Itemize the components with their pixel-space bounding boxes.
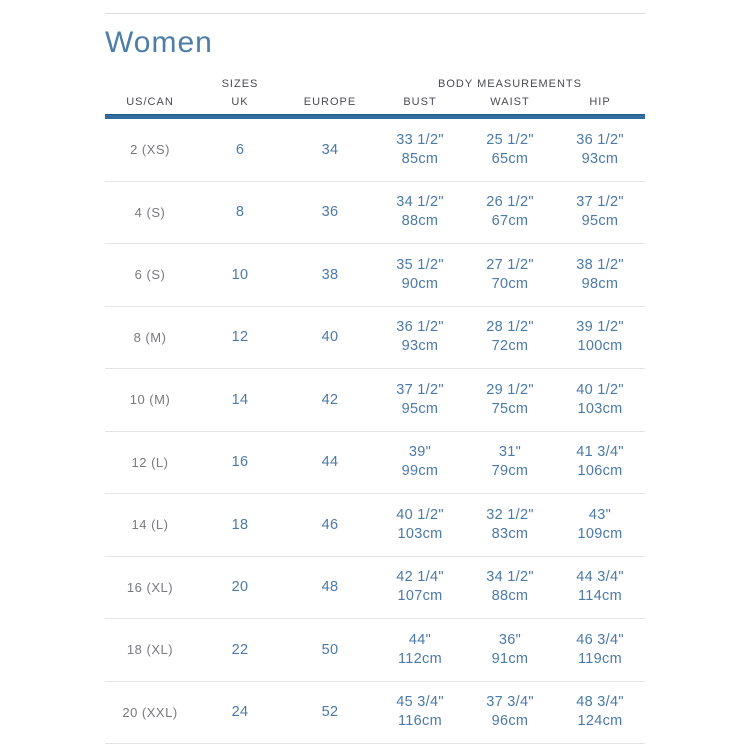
hip-cm: 119cm — [578, 650, 622, 667]
hip-inches: 37 1/2" — [576, 194, 624, 211]
cell-hip — [555, 568, 645, 606]
cell-bust — [375, 318, 465, 356]
table-row — [105, 244, 645, 307]
cell-us-can: 6 (S) — [134, 267, 166, 283]
cell-uk: 22 — [231, 641, 249, 658]
group-header-sizes: SIZES — [221, 78, 259, 90]
cell-bust — [375, 256, 465, 294]
cell-waist — [465, 131, 555, 169]
top-divider — [105, 13, 646, 14]
cell-hip — [555, 381, 645, 419]
table-row — [105, 557, 645, 620]
hip-inches: 40 1/2" — [576, 381, 624, 398]
column-header-hip: HIP — [589, 96, 611, 108]
table-header-row — [105, 92, 645, 112]
bust-inches: 36 1/2" — [396, 319, 444, 336]
table-row — [105, 119, 645, 182]
cell-hip — [555, 193, 645, 231]
cell-waist — [465, 318, 555, 356]
cell-us-can: 16 (XL) — [126, 579, 174, 595]
waist-cm: 83cm — [491, 525, 529, 542]
hip-inches: 41 3/4" — [576, 444, 624, 461]
cell-hip — [555, 443, 645, 481]
hip-cm: 98cm — [581, 275, 619, 292]
hip-cm: 100cm — [577, 338, 623, 355]
bust-inches: 39" — [408, 444, 432, 461]
cell-waist — [465, 381, 555, 419]
cell-bust — [375, 693, 465, 731]
bust-inches: 40 1/2" — [396, 506, 444, 523]
cell-hip — [555, 693, 645, 731]
hip-cm: 109cm — [577, 525, 623, 542]
column-header-uk: UK — [231, 96, 249, 108]
waist-cm: 96cm — [491, 713, 529, 730]
cell-europe: 42 — [321, 391, 339, 408]
table-row — [105, 182, 645, 245]
waist-inches: 29 1/2" — [486, 381, 534, 398]
bust-cm: 116cm — [398, 713, 442, 730]
hip-cm: 114cm — [578, 588, 622, 605]
cell-europe: 52 — [321, 704, 339, 721]
cell-bust — [375, 631, 465, 669]
cell-waist — [465, 256, 555, 294]
waist-inches: 37 3/4" — [486, 694, 534, 711]
cell-europe: 34 — [321, 141, 339, 158]
cell-europe: 36 — [321, 204, 339, 221]
cell-waist — [465, 506, 555, 544]
bust-inches: 45 3/4" — [396, 694, 444, 711]
bust-cm: 103cm — [397, 525, 443, 542]
cell-hip — [555, 318, 645, 356]
bust-cm: 112cm — [398, 650, 442, 667]
hip-inches: 38 1/2" — [576, 256, 624, 273]
hip-inches: 39 1/2" — [576, 319, 624, 336]
hip-cm: 106cm — [577, 463, 623, 480]
waist-cm: 75cm — [491, 400, 529, 417]
bust-cm: 88cm — [401, 213, 439, 230]
table-row — [105, 307, 645, 370]
cell-hip — [555, 131, 645, 169]
hip-cm: 124cm — [577, 713, 623, 730]
group-header-body-measurements: BODY MEASUREMENTS — [438, 78, 582, 90]
cell-waist — [465, 631, 555, 669]
cell-uk: 8 — [235, 204, 245, 221]
bust-inches: 34 1/2" — [396, 194, 444, 211]
waist-inches: 25 1/2" — [486, 131, 534, 148]
cell-us-can: 2 (XS) — [130, 142, 170, 158]
waist-inches: 31" — [498, 444, 522, 461]
column-header-europe: EUROPE — [303, 96, 357, 108]
cell-uk: 18 — [231, 516, 249, 533]
bust-cm: 107cm — [397, 588, 443, 605]
cell-uk: 20 — [231, 579, 249, 596]
cell-bust — [375, 506, 465, 544]
cell-europe: 38 — [321, 266, 339, 283]
bust-cm: 85cm — [401, 150, 439, 167]
cell-uk: 6 — [235, 141, 245, 158]
table-body — [105, 119, 645, 744]
column-header-us-can: US/CAN — [126, 96, 174, 108]
table-row — [105, 619, 645, 682]
cell-us-can: 12 (L) — [131, 454, 169, 470]
column-header-bust: BUST — [403, 96, 437, 108]
cell-bust — [375, 568, 465, 606]
cell-europe: 50 — [321, 641, 339, 658]
bust-inches: 33 1/2" — [396, 131, 444, 148]
cell-hip — [555, 506, 645, 544]
column-header-waist: WAIST — [490, 96, 530, 108]
bust-inches: 44" — [408, 631, 432, 648]
bust-cm: 95cm — [401, 400, 439, 417]
cell-us-can: 10 (M) — [129, 392, 171, 408]
hip-inches: 44 3/4" — [576, 569, 624, 586]
cell-uk: 10 — [231, 266, 249, 283]
bust-cm: 93cm — [401, 338, 439, 355]
cell-uk: 24 — [231, 704, 249, 721]
hip-cm: 93cm — [581, 150, 619, 167]
hip-inches: 43" — [588, 506, 612, 523]
hip-cm: 95cm — [581, 213, 619, 230]
waist-inches: 27 1/2" — [486, 256, 534, 273]
cell-europe: 40 — [321, 329, 339, 346]
cell-waist — [465, 193, 555, 231]
cell-waist — [465, 568, 555, 606]
cell-europe: 46 — [321, 516, 339, 533]
cell-us-can: 14 (L) — [131, 517, 169, 533]
hip-inches: 46 3/4" — [576, 631, 624, 648]
cell-europe: 44 — [321, 454, 339, 471]
hip-inches: 36 1/2" — [576, 131, 624, 148]
waist-inches: 36" — [498, 631, 522, 648]
cell-us-can: 8 (M) — [133, 329, 167, 345]
hip-cm: 103cm — [577, 400, 623, 417]
bust-inches: 37 1/2" — [396, 381, 444, 398]
table-group-header-row — [105, 76, 645, 92]
waist-inches: 32 1/2" — [486, 506, 534, 523]
cell-us-can: 4 (S) — [134, 204, 166, 220]
cell-hip — [555, 631, 645, 669]
table-row — [105, 494, 645, 557]
cell-us-can: 20 (XXL) — [122, 704, 178, 720]
bust-inches: 35 1/2" — [396, 256, 444, 273]
table-row — [105, 432, 645, 495]
cell-waist — [465, 443, 555, 481]
waist-cm: 65cm — [491, 150, 529, 167]
cell-uk: 16 — [231, 454, 249, 471]
waist-inches: 28 1/2" — [486, 319, 534, 336]
cell-uk: 12 — [231, 329, 249, 346]
waist-cm: 70cm — [491, 275, 529, 292]
cell-bust — [375, 381, 465, 419]
table-row — [105, 369, 645, 432]
cell-bust — [375, 131, 465, 169]
waist-cm: 79cm — [491, 463, 529, 480]
waist-inches: 26 1/2" — [486, 194, 534, 211]
waist-cm: 72cm — [491, 338, 529, 355]
waist-inches: 34 1/2" — [486, 569, 534, 586]
waist-cm: 91cm — [491, 650, 529, 667]
hip-inches: 48 3/4" — [576, 694, 624, 711]
cell-europe: 48 — [321, 579, 339, 596]
cell-waist — [465, 693, 555, 731]
women-size-table — [105, 76, 645, 744]
waist-cm: 88cm — [491, 588, 529, 605]
bust-cm: 99cm — [401, 463, 439, 480]
bust-inches: 42 1/4" — [396, 569, 444, 586]
cell-bust — [375, 193, 465, 231]
waist-cm: 67cm — [491, 213, 529, 230]
cell-us-can: 18 (XL) — [126, 642, 174, 658]
cell-hip — [555, 256, 645, 294]
cell-uk: 14 — [231, 391, 249, 408]
cell-bust — [375, 443, 465, 481]
bust-cm: 90cm — [401, 275, 439, 292]
table-row — [105, 682, 645, 745]
page-title: Women — [105, 26, 213, 59]
